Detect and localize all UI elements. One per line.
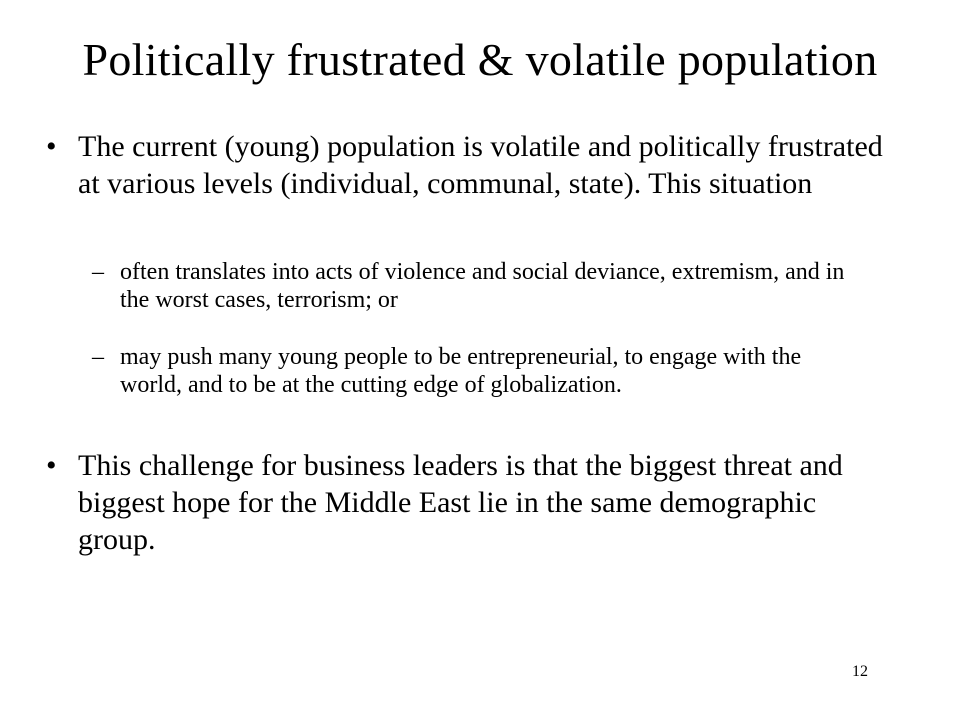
bullet-text: This challenge for business leaders is that the biggest threat and biggest hope for the Middle East lie in the same demographic group. <box>78 449 843 556</box>
sub-bullet-text: may push many young people to be entrepreneurial, to engage with the world, and to be at the cutting edge of globalization. <box>120 344 802 398</box>
bullet-marker: • <box>46 130 57 163</box>
sub-bullet-text: often translates into acts of violence and social deviance, extremism, and in the worst cases, terrorism; or <box>120 259 845 313</box>
bullet-text: The current (young) population is volatile and politically frustrated at various levels (individual, communal, state). This situation <box>78 130 883 200</box>
page-number: 12 <box>852 663 868 680</box>
bullet-marker: • <box>46 449 57 482</box>
sub-bullet-marker: – <box>92 259 104 285</box>
sub-bullet-marker: – <box>92 344 104 370</box>
slide-title: Politically frustrated & volatile population <box>82 34 878 85</box>
